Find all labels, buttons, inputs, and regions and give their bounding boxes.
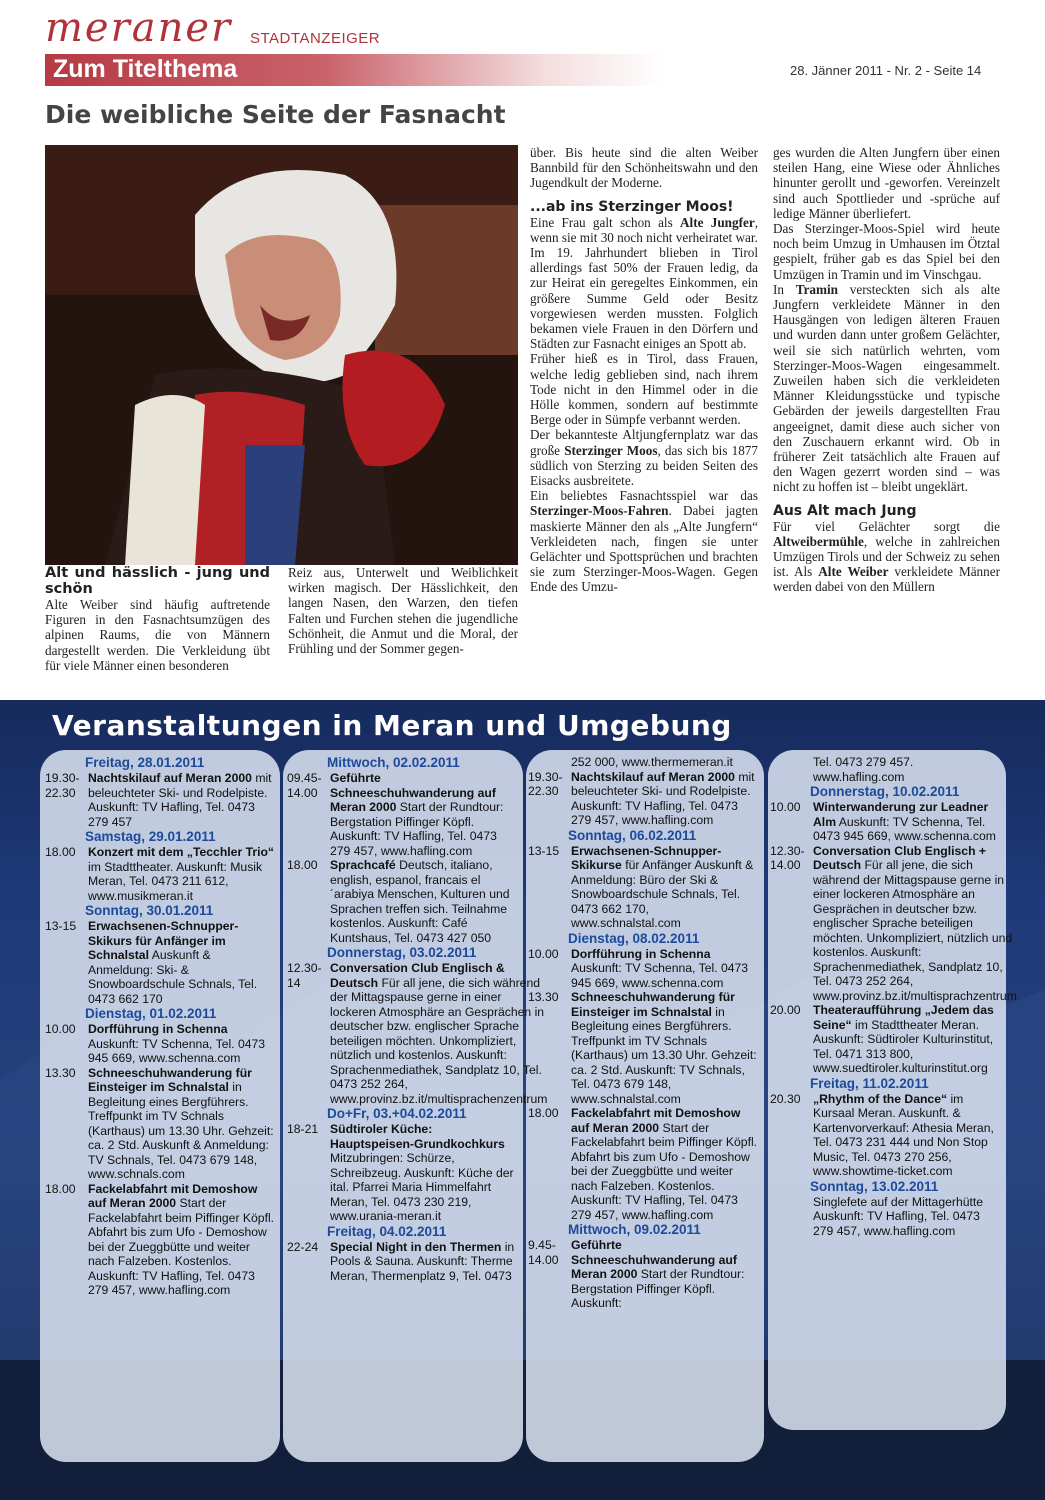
paragraph: Alte Weiber sind häufig auftretende Figuren in den Fasnachtsumzügen des alpinen Raums, die von Männern dargestellt werden. Die Verkleidung übt für viele Männer einen besonderen — [45, 597, 270, 673]
event-text: im Kursaal Meran. Auskunft. & Kartenvorverkauf: Athesia Meran, Tel. 0473 231 444 und Non Stop Music, Tel. 0473 270 256, www.showtime-ticket.com — [813, 1091, 994, 1178]
event-entry — [287, 1240, 519, 1284]
event-time: 12.30-14.00 — [770, 843, 805, 872]
event-time: 19.30-22.30 — [528, 769, 563, 798]
event-text: mit beleuchteter Ski- und Rodelpiste. Auskunft: TV Hafling, Tel. 0473 279 457 — [88, 771, 272, 829]
event-entry — [770, 843, 1017, 1004]
events-column-4 — [770, 755, 1017, 1238]
event-description — [88, 1066, 275, 1182]
event-title: Theateraufführung „Jedem das Seine“ — [813, 1003, 994, 1032]
event-time: 13.30 — [45, 1065, 76, 1080]
event-description — [571, 844, 760, 931]
event-text: Für all jene, die sich während der Mittagspause gerne in einer lockeren Atmosphäre an Gesprächen in deutscher bzw. englischer Sprache beteiligen möchten. Unkompliziert, nützlich und kostenlos. Auskunft: Sprachenmediathek, Sandplatz 10, Tel. 0473 252 264, www.provinz.bz.it/multisprachzentrum — [813, 858, 1017, 1003]
paragraph: ges wurden die Alten Jungfern über einen steilen Hang, eine Wiese oder Ähnliches hinunter gerollt und -geworfen. Vereinzelt sind auch Spottlieder und -sprüche auf ledige Männer überliefert. — [773, 145, 1000, 221]
event-title: Special Night in den Thermen — [330, 1239, 502, 1254]
event-description — [330, 961, 547, 1106]
event-time — [770, 1195, 813, 1239]
event-title: Schneeschuhwanderung für Einsteiger im Schnalstal — [571, 990, 735, 1019]
event-title: Conversation Club Englisch & Deutsch — [330, 961, 505, 990]
event-title: Erwachsenen-Schnupper-Skikurs für Anfänger im Schnalstal — [88, 919, 239, 962]
event-date: Sonntag, 06.02.2011 — [568, 827, 697, 843]
paragraph: In Tramin versteckten sich als alte Jungfern verkleidete Männer in den Hausgängen von ledigen älteren Frauen und wurden dann unter großem Gelächter, weil sie sich natürlich wehrten, vom Sterzinger-Moos-Wagen eingesammelt. Zuweilen haben sich die verkleideten Männer Kleidungsstücke und typische Gebärden der jeweils dargestellten Frau angeeignet, damit diese auch sicher von den Zuschauern erkannt wird. Ob in früherer Zeit tatsächlich alte Frauen auf den Wagen gezerrt worden sind – was nicht zu hoffen ist – bleibt ungeklärt. — [773, 281, 1000, 495]
event-text: im Stadttheater Meran. Auskunft: Südtiroler Kulturinstitut, Tel. 0471 313 800, www.suedtiroler.kulturinstitut.org — [813, 1017, 994, 1075]
paragraph: Ein beliebtes Fasnachtsspiel war das Sterzinger-Moos-Fahren. Dabei jagten maskierte Männer den als „Alte Jungfern“ Verkleideten nach, fingen sie unter Gelächter und Spottsprüchen und brachten sie zum Sterzinger-Moos-Wagen. Gegen Ende des Umzu- — [530, 488, 758, 595]
event-entry — [45, 1066, 275, 1182]
event-date: Freitag, 11.02.2011 — [810, 1075, 929, 1091]
event-entry — [770, 1195, 1002, 1239]
event-description — [813, 1195, 1002, 1239]
event-date: Freitag, 04.02.2011 — [327, 1223, 447, 1239]
event-date: Sonntag, 30.01.2011 — [85, 903, 214, 918]
event-time: 9.45-14.00 — [528, 1238, 559, 1267]
event-time: 19.30-22.30 — [45, 771, 80, 800]
issue-info: 28. Jänner 2011 - Nr. 2 - Seite 14 — [790, 63, 982, 78]
event-title: Sprachcafé — [330, 858, 396, 872]
event-entry — [287, 858, 519, 945]
event-text: Auskunft: TV Schenna, Tel. 0473 945 669, www.schenna.com — [571, 961, 749, 990]
event-date: Mittwoch, 02.02.2011 — [327, 755, 460, 770]
event-date: Freitag, 28.01.2011 — [85, 755, 205, 770]
event-date: Sonntag, 13.02.2011 — [810, 1178, 939, 1194]
event-text: Auskunft: TV Schenna, Tel. 0473 945 669, www.schenna.com — [88, 1036, 266, 1065]
event-description — [88, 845, 275, 903]
event-title: Winterwanderung zur Leadner Alm — [813, 800, 989, 829]
event-title: Südtiroler Küche: Hauptspeisen-Grundkochkurs — [330, 1122, 505, 1151]
event-title: Dorfführung in Schenna — [88, 1022, 228, 1036]
masthead-logo: meraner — [45, 5, 233, 51]
event-date: Do+Fr, 03.+04.02.2011 — [327, 1106, 467, 1121]
event-description — [330, 771, 519, 858]
paragraph: Der bekannteste Altjungfernplatz war das große Sterzinger Moos, das sich bis 1877 südlich von Sterzing zu beiden Seiten des Eisacks ausbreitete. — [530, 427, 758, 489]
paragraph: über. Bis heute sind die alten Weiber Bannbild für den Schönheitswahn und den Jugendkult der Moderne. — [530, 145, 758, 191]
event-text: Mitzubringen: Schürze, Schreibzeug. Auskunft: Küche der ital. Pfarrei Maria Himmelfahrt Meran, Tel. 0473 230 219, www.urania-meran.it — [330, 1151, 514, 1223]
event-description — [88, 919, 275, 1006]
event-title: Conversation Club Englisch + Deutsch — [813, 843, 987, 872]
event-time: 10.00 — [45, 1022, 76, 1036]
event-time: 18.00 — [45, 845, 76, 859]
event-time: 12.30-14 — [287, 961, 322, 990]
event-description — [813, 800, 1002, 844]
event-time — [528, 755, 571, 770]
event-entry — [770, 755, 1002, 784]
event-title: Nachtskilauf auf Meran 2000 — [571, 769, 735, 784]
event-entry — [528, 770, 760, 828]
event-text: Singlefete auf der Mittagerhütte Auskunft: TV Hafling, Tel. 0473 279 457, www.hafling.com — [813, 1194, 984, 1238]
article-column-4 — [773, 145, 1000, 595]
event-date: Samstag, 29.01.2011 — [85, 829, 216, 844]
event-title: Nachtskilauf auf Meran 2000 — [88, 771, 252, 785]
event-text: Deutsch, italiano, english, espanol, francais el´arabiya Menschen, Kulturen und Sprachen treffen sich. Teilnahme kostenlos. Auskunft: Café Kuntshaus, Tel. 0473 427 050 — [330, 858, 510, 945]
event-title: Dorfführung in Schenna — [571, 946, 711, 961]
event-text: 252 000, www.thermemeran.it — [571, 755, 733, 769]
event-entry — [528, 755, 760, 770]
event-description — [571, 1238, 760, 1311]
event-title: Geführte Schneeschuhwanderung auf Meran 2000 — [571, 1238, 737, 1281]
event-time: 13.30 — [528, 990, 559, 1004]
event-time: 18.00 — [45, 1181, 76, 1196]
event-time: 18.00 — [528, 1106, 559, 1120]
event-date: Donnerstag, 03.02.2011 — [327, 945, 477, 960]
event-text: mit beleuchteter Ski- und Rodelpiste. Auskunft: TV Hafling, Tel. 0473 279 457, www.hafling.com — [571, 769, 755, 827]
article-column-2 — [288, 565, 518, 656]
event-description — [330, 1240, 519, 1284]
event-title: Fackelabfahrt mit Demoshow auf Meran 2000 — [571, 1106, 741, 1135]
event-entry — [528, 990, 760, 1106]
event-time: 09.45-14.00 — [287, 771, 322, 800]
event-title: Erwachsenen-Schnupper-Skikurse — [571, 843, 722, 872]
event-time: 20.00 — [770, 1003, 801, 1017]
event-text: Start der Rundtour: Bergstation Piffinger Köpfl. Auskunft: — [571, 1267, 745, 1310]
event-time: 20.30 — [770, 1091, 801, 1106]
event-description — [330, 858, 519, 945]
event-time: 22-24 — [287, 1239, 319, 1254]
article-headline: Die weibliche Seite der Fasnacht — [45, 100, 506, 129]
event-date: Donnerstag, 10.02.2011 — [810, 784, 960, 799]
event-text: Start der Fackelabfahrt beim Piffinger Köpfl. Abfahrt bis zum Ufo - Demoshow bei der Zueggbütte und weiter nach Falzeben. Kostenlos. Auskunft: TV Hafling, Tel. 0473 279 457, www.hafling.com — [571, 1120, 758, 1222]
events-column-1 — [45, 755, 275, 1298]
article-column-1 — [45, 565, 270, 673]
event-entry — [45, 845, 275, 903]
event-entry — [770, 1092, 1002, 1179]
event-text: in Begleitung eines Bergführers. Treffpunkt im TV Schnals (Karthaus) um 13.30 Uhr. Gehzeit: ca. 2 Std. Auskunft: TV Schnals, Tel. 0473 679 148, www.schnalstal.com — [571, 1004, 757, 1106]
paragraph: Eine Frau galt schon als Alte Jungfer, wenn sie mit 30 noch nicht verheiratet war. — [530, 214, 758, 245]
events-title: Veranstaltungen in Meran und Umgebung — [52, 709, 732, 742]
event-entry — [528, 947, 760, 991]
event-time — [770, 755, 813, 784]
event-text: Start der Rundtour: Bergstation Piffinger Köpfl. Auskunft: TV Hafling, Tel. 0473 279 457, www.hafling.com — [330, 800, 504, 858]
article-photo — [45, 145, 518, 565]
event-description — [813, 1092, 1002, 1179]
event-entry — [528, 1238, 760, 1311]
event-text: im Stadttheater. Auskunft: Musik Meran, Tel. 0473 211 612, www.musikmeran.it — [88, 859, 263, 903]
section-label: Zum Titelthema — [53, 55, 238, 83]
event-description — [571, 1106, 760, 1222]
event-entry — [45, 1182, 275, 1298]
event-date: Dienstag, 01.02.2011 — [85, 1006, 217, 1021]
event-description — [330, 1122, 519, 1224]
event-title: Fackelabfahrt mit Demoshow auf Meran 2000 — [88, 1181, 258, 1210]
event-text: Start der Fackelabfahrt beim Piffinger Köpfl. Abfahrt bis zum Ufo - Demoshow bei der Zueggbütte und weiter nach Falzeben. Kostenlos. Auskunft: TV Hafling, Tel. 0473 279 457, www.hafling.com — [88, 1196, 275, 1297]
event-entry — [528, 844, 760, 931]
event-title: Konzert mit dem „Tecchler Trio“ — [88, 845, 275, 859]
event-description — [88, 1182, 275, 1298]
article-column-3 — [530, 145, 758, 595]
event-description — [571, 990, 760, 1106]
event-description — [88, 1022, 275, 1066]
event-time: 18.00 — [287, 858, 318, 872]
event-description — [88, 771, 275, 829]
masthead-subtitle: STADTANZEIGER — [250, 30, 381, 47]
paragraph: Für viel Gelächter sorgt die Altweibermühle, welche in zahlreichen Umzügen Tirols und der Schweiz zu sehen ist. Als Alte Weiber verkleidete Männer werden dabei von den Müllern — [773, 518, 1000, 595]
event-time: 18-21 — [287, 1122, 319, 1136]
paragraph: Im 19. Jahrhundert blieben in Tirol allerdings fast 50% der Frauen ledig, da zur Heirat ein geregeltes Einkommen, ein größere Summe Geld oder Besitz vorgewiesen werden mussten. Folglich bekamen viele Frauen in den Dörfern und Städten zur Fasnacht einiges an Spott ab. — [530, 245, 758, 352]
event-entry — [45, 1022, 275, 1066]
event-description — [571, 947, 760, 991]
event-entry — [45, 919, 275, 1006]
event-entry — [45, 771, 275, 829]
event-title: „Rhythm of the Dance“ — [813, 1091, 948, 1106]
event-time: 10.00 — [528, 946, 559, 961]
event-entry — [770, 800, 1002, 844]
mask-figure-illustration — [45, 145, 518, 565]
subheading: Aus Alt mach Jung — [773, 502, 917, 519]
event-text: in Begleitung eines Bergführers. Treffpunkt im TV Schnals (Karthaus) um 13.30 Uhr. Gehzeit: ca. 2 Std. Auskunft & Anmeldung: TV Schnals, Tel. 0473 679 148, www.schnals.com — [88, 1080, 274, 1181]
event-text: Für all jene, die sich während der Mittagspause gerne in einer lockeren Atmosphäre an Gesprächen in deutscher bzw. englischer Sprache beteiligen möchten. Unkompliziert, nützlich und kostenlos. Auskunft: Sprachenmediathek, Sandplatz 10, Tel. 0473 252 264, www.provinz.bz.it/multisprachenzentrum — [330, 975, 548, 1106]
paragraph: Reiz aus, Unterwelt und Weiblichkeit wirken magisch. Der Hässlichkeit, den langen Nasen, den Warzen, den tiefen Falten und Furchen stehen die jugendliche Schönheit, die Anmut und die Moral, der Frühling und der Sommer gegen- — [288, 565, 518, 657]
event-time: 13-15 — [45, 919, 77, 933]
event-description — [813, 755, 1002, 784]
event-time: 13-15 — [528, 843, 560, 858]
event-description — [813, 1003, 1002, 1076]
paragraph: Das Sterzinger-Moos-Spiel wird heute noch beim Umzug in Umhausen im Ötztal gespielt, früher gab es das Spiel bei den Umzügen in Tramin und im Vinschgau. — [773, 221, 1000, 282]
event-text: Auskunft: TV Schenna, Tel. 0473 945 669, www.schenna.com — [813, 814, 996, 843]
caption-title: Alt und hässlich - jung und schön — [45, 565, 270, 597]
event-title: Geführte Schneeschuhwanderung auf Meran 2000 — [330, 771, 496, 814]
events-column-3 — [528, 755, 760, 1311]
paragraph: Früher hieß es in Tirol, dass Frauen, welche ledig geblieben sind, nach ihrem Tode nicht in den Himmel oder in die Hölle kommen, sondern auf bestimmte Berge oder in Sümpfe verbannt werden. — [530, 351, 758, 428]
event-date: Mittwoch, 09.02.2011 — [568, 1222, 701, 1237]
event-entry — [770, 1003, 1002, 1076]
subheading: ...ab ins Sterzinger Moos! — [530, 198, 734, 215]
event-text: in Pools & Sauna. Auskunft: Therme Meran, Thermenplatz 9, Tel. 0473 — [330, 1239, 515, 1283]
event-text: Auskunft & Anmeldung: Ski- & Snowboardschule Schnals, Tel. 0473 662 170 — [88, 948, 258, 1006]
event-entry — [287, 1122, 519, 1224]
event-entry — [528, 1106, 760, 1222]
event-time: 10.00 — [770, 800, 801, 814]
event-title: Schneeschuhwanderung für Einsteiger im Schnalstal — [88, 1065, 252, 1094]
event-entry — [287, 771, 519, 858]
event-description — [571, 755, 760, 770]
event-text: Tel. 0473 279 457. www.hafling.com — [813, 755, 914, 784]
event-text: für Anfänger Auskunft & Anmeldung: Büro der Ski & Snowboardschule Schnals, Tel. 0473 662 170, www.schnalstal.com — [571, 858, 754, 930]
event-description — [571, 770, 760, 828]
event-description — [813, 844, 1017, 1004]
event-date: Dienstag, 08.02.2011 — [568, 930, 700, 946]
